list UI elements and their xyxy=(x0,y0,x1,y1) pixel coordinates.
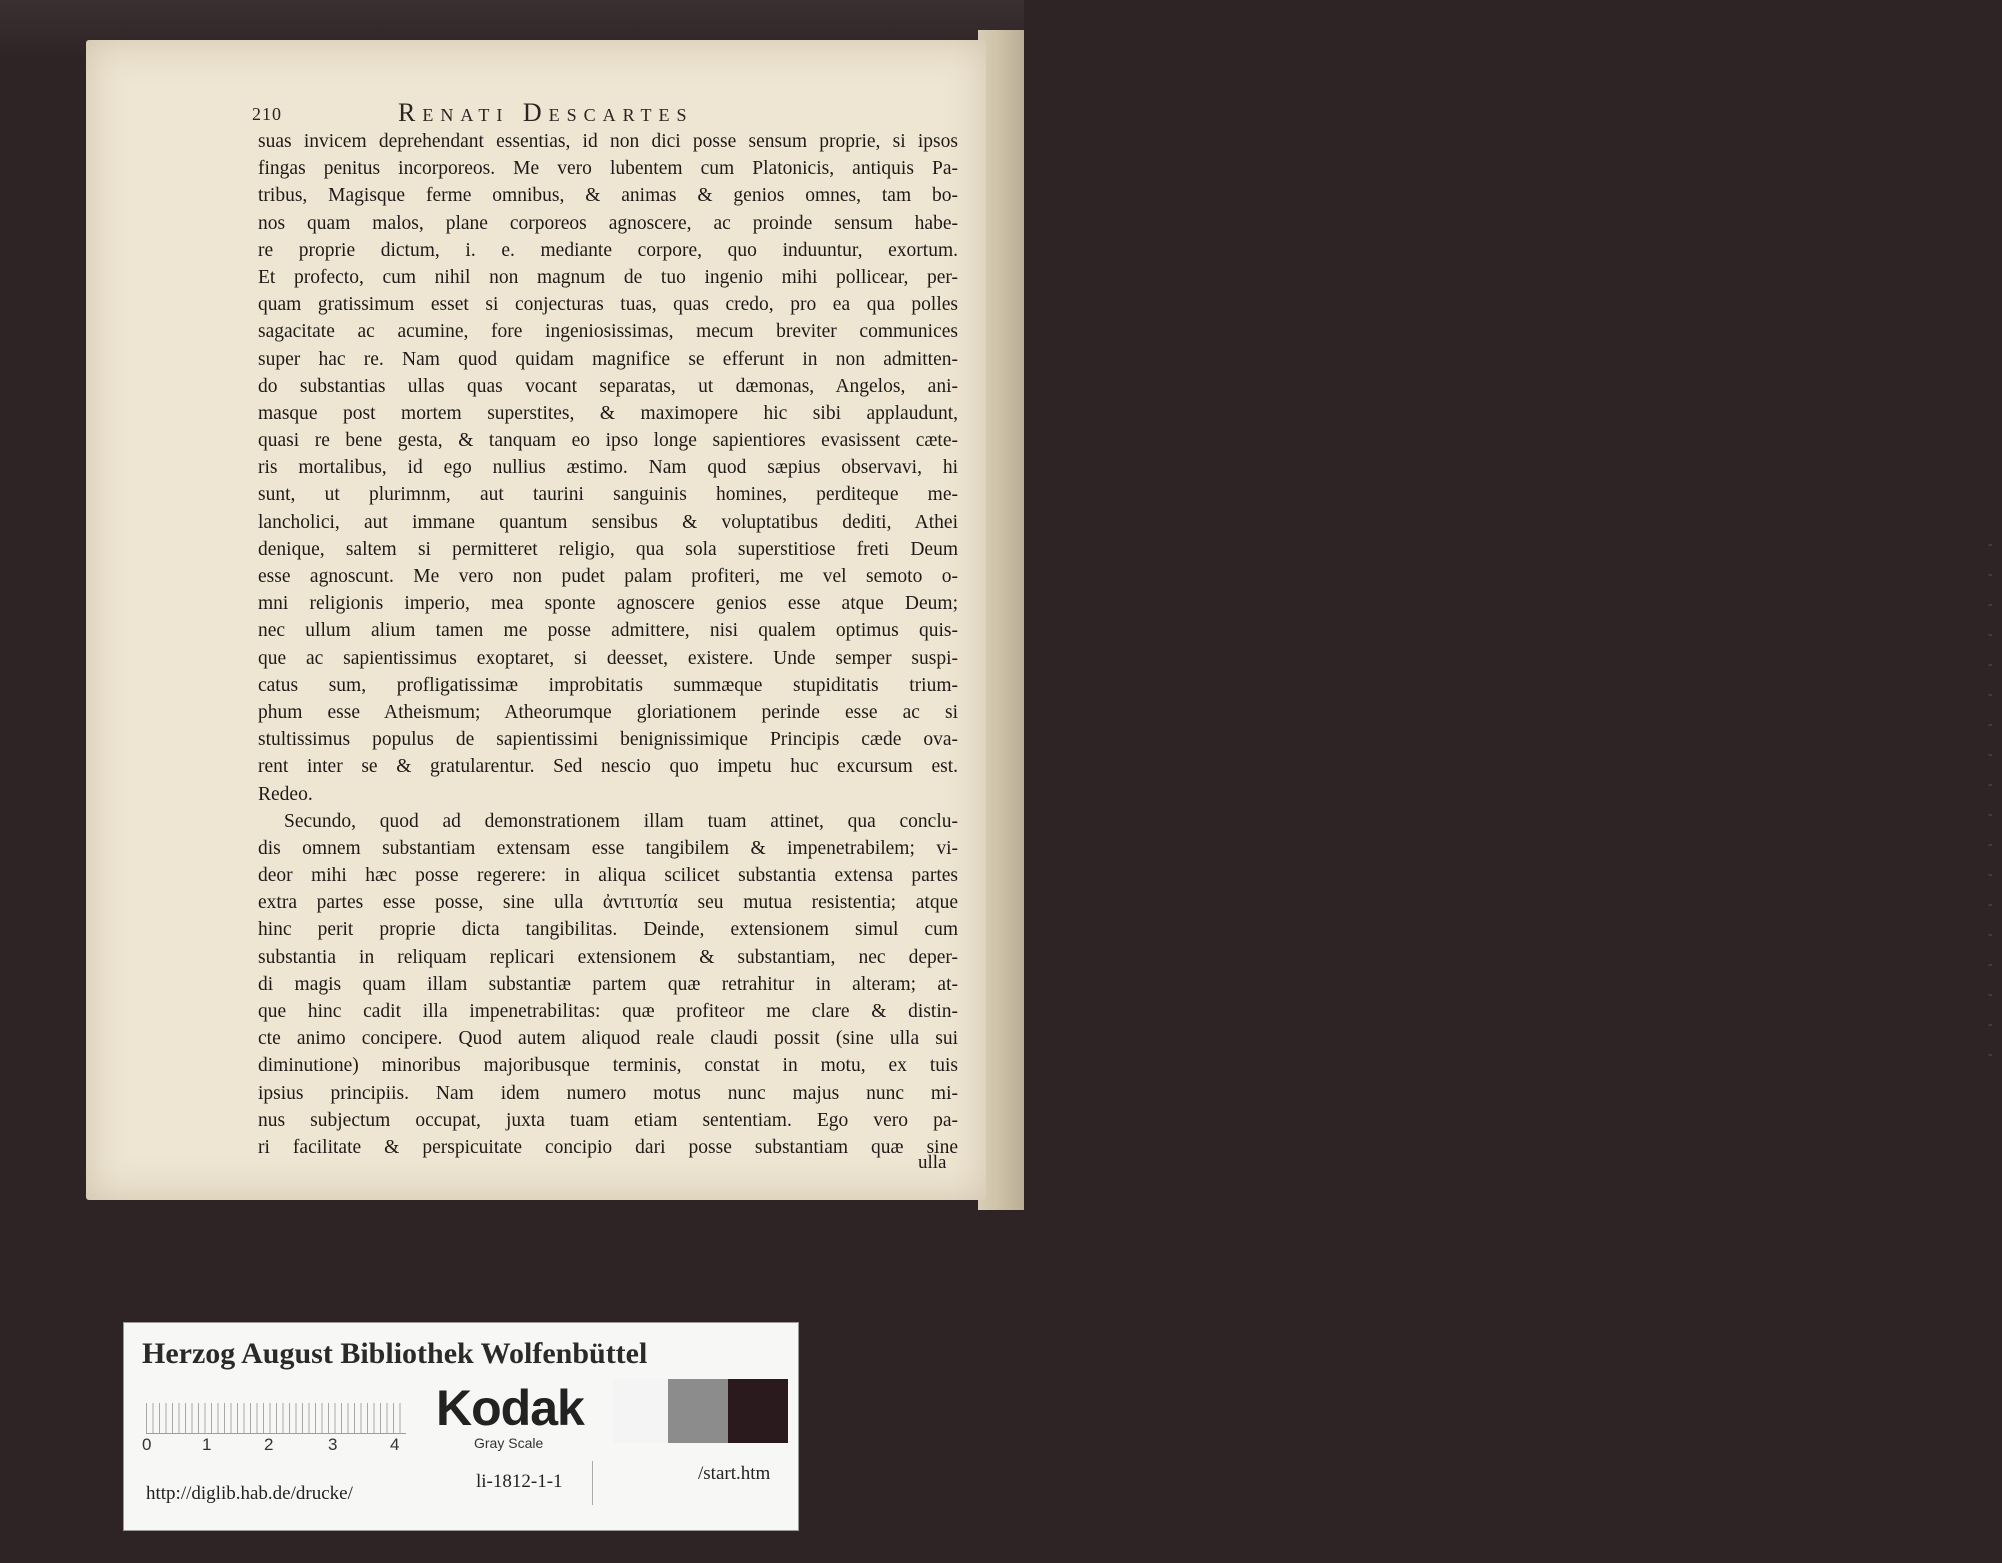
text-line: deor mihi hæc posse regerere: in aliqua scilicet substantia extensa partes xyxy=(258,865,958,887)
kodak-logo: Kodak xyxy=(436,1380,584,1436)
gray-patch-dark xyxy=(728,1379,788,1443)
text-line: quasi re bene gesta, & tanquam eo ipso longe sapientiores evasissent cæte- xyxy=(258,430,958,452)
color-target-card xyxy=(123,1322,799,1531)
text-line: substantia in reliquam replicari extensionem & substantiam, nec deper- xyxy=(258,946,958,968)
text-line: catus sum, profligatissimæ improbitatis summæque stupiditatis trium- xyxy=(258,674,958,696)
text-line: hinc perit proprie dicta tangibilitas. Deinde, extensionem simul cum xyxy=(258,919,958,941)
text-line: esse agnoscunt. Me vero non pudet palam profiteri, me vel semoto o- xyxy=(258,566,958,587)
text-line: ri facilitate & perspicuitate concipio dari posse substantiam quæ sine xyxy=(258,1136,958,1158)
text-line: diminutione) minoribus majoribusque terminis, constat in motu, ex tuis xyxy=(258,1055,958,1077)
text-line: tribus, Magisque ferme omnibus, & animas & genios omnes, tam bo- xyxy=(258,185,958,207)
library-url: http://diglib.hab.de/drucke/ xyxy=(146,1483,353,1504)
text-line: que hinc cadit illa impenetrabilitas: quæ profiteor me clare & distin- xyxy=(258,1001,958,1022)
text-line: nus subjectum occupat, juxta tuam etiam sententiam. Ego vero pa- xyxy=(258,1109,958,1131)
text-line: stultissimus populus de sapientissimi benignissimique Principis cæde ova- xyxy=(258,729,958,751)
text-line: sunt, ut plurimnm, aut taurini sanguinis homines, perditeque me- xyxy=(258,484,958,506)
text-line: cte animo concipere. Quod autem aliquod reale claudi possit (sine ulla sui xyxy=(258,1028,958,1050)
ruler-label: 3 xyxy=(328,1435,338,1454)
text-line: nec ullum alium tamen me posse admittere, nisi qualem optimus quis- xyxy=(258,620,958,642)
divider xyxy=(592,1461,593,1505)
gray-scale-label: Gray Scale xyxy=(474,1435,544,1451)
shelfmark: li-1812-1-1 xyxy=(476,1471,563,1492)
ruler-label: 4 xyxy=(390,1435,400,1454)
catchword: ulla xyxy=(918,1152,947,1173)
running-head: Renati Descartes xyxy=(398,98,694,127)
text-line: lancholici, aut immane quantum sensibus & voluptatibus dediti, Athei xyxy=(258,511,958,533)
text-line: di magis quam illam substantiæ partem quæ retrahitur in alteram; at- xyxy=(258,973,958,995)
text-line: ipsius principiis. Nam idem numero motus nunc majus nunc mi- xyxy=(258,1082,958,1104)
ruler-labels xyxy=(142,1435,422,1459)
text-line: Redeo. xyxy=(258,783,313,805)
text-line: masque post mortem superstites, & maximopere hic sibi applaudunt, xyxy=(258,402,958,424)
scale-ruler xyxy=(146,1403,406,1434)
ruler-label: 1 xyxy=(202,1435,212,1454)
text-line: sagacitate ac acumine, fore ingeniosissimas, mecum breviter communices xyxy=(258,321,958,343)
gray-patch-white xyxy=(614,1379,668,1443)
text-line: nos quam malos, plane corporeos agnoscere, ac proinde sensum habe- xyxy=(258,212,958,234)
text-line: dis omnem substantiam extensam esse tangibilem & impenetrabilem; vi- xyxy=(258,837,958,859)
text-line: rent inter se & gratularentur. Sed nescio quo impetu huc excursum est. xyxy=(258,756,958,778)
text-line: fingas penitus incorporeos. Me vero lubentem cum Platonicis, antiquis Pa- xyxy=(258,158,958,180)
facing-page-glyphs: - - - - - - - - - - - - - - - - - - xyxy=(1988,537,1993,1062)
text-line: re proprie dictum, i. e. mediante corpore, quo induuntur, exortum. xyxy=(258,239,958,261)
text-line: denique, saltem si permitteret religio, qua sola superstitiose freti Deum xyxy=(258,538,958,560)
gray-patch-mid xyxy=(668,1379,728,1443)
ruler-label: 2 xyxy=(264,1435,274,1454)
text-line: Et profecto, cum nihil non magnum de tuo ingenio mihi pollicear, per- xyxy=(258,266,958,288)
text-line: que ac sapientissimus exoptaret, si deesset, existere. Unde semper suspi- xyxy=(258,647,958,669)
text-line: super hac re. Nam quod quidam magnifice se efferunt in non admitten- xyxy=(258,348,958,370)
ruler-label: 0 xyxy=(142,1435,152,1454)
text-line: mni religionis imperio, mea sponte agnoscere genios esse atque Deum; xyxy=(258,593,958,615)
text-line: Secundo, quod ad demonstrationem illam tuam attinet, qua conclu- xyxy=(284,810,958,832)
text-line: extra partes esse posse, sine ulla ἀντιτυπία seu mutua resistentia; atque xyxy=(258,892,958,914)
body-text xyxy=(258,128,958,1161)
text-line: ris mortalibus, id ego nullius æstimo. Nam quod sæpius observavi, hi xyxy=(258,457,958,479)
page-number: 210 xyxy=(252,104,282,124)
text-line: do substantias ullas quas vocant separatas, ut dæmonas, Angelos, ani- xyxy=(258,375,958,397)
text-line: phum esse Atheismum; Atheorumque gloriationem perinde esse ac si xyxy=(258,701,958,723)
start-path: /start.htm xyxy=(698,1463,771,1484)
text-line: quam gratissimum esset si conjecturas tuas, quas credo, pro ea qua polles xyxy=(258,294,958,316)
text-line: suas invicem deprehendant essentias, id non dici posse sensum proprie, si ipsos xyxy=(258,131,958,152)
library-name: Herzog August Bibliothek Wolfenbüttel xyxy=(142,1337,648,1370)
